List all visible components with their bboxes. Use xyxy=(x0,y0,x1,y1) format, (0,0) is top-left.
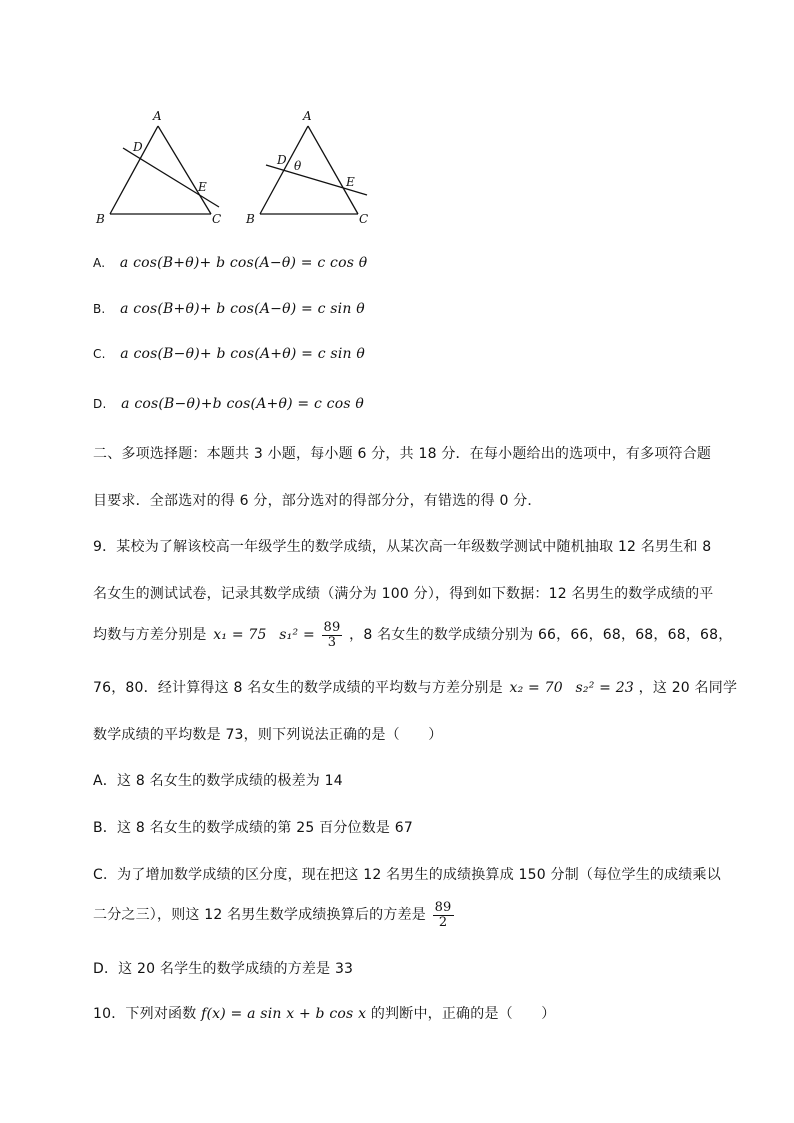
q9-variance-girls: s₂² = 23 xyxy=(575,680,634,696)
q9-option-c-line1: C．为了增加数学成绩的区分度，现在把这 12 名男生的成绩换算成 150 分制（每位学生的成绩乘以 xyxy=(93,867,721,883)
q8-option-b xyxy=(93,301,365,317)
q8-option-a-expr: a cos(B+θ)+ b cos(A−θ) = c cos θ xyxy=(119,255,368,271)
q9-option-c-den: 2 xyxy=(438,914,448,930)
q8-option-c xyxy=(93,346,365,362)
q8-option-b-expr: a cos(B+θ)+ b cos(A−θ) = c sin θ xyxy=(120,301,365,317)
q8-option-d-letter: D. xyxy=(93,397,107,411)
q9-variance-boys-den: 3 xyxy=(327,634,337,650)
fig2-label-c: C xyxy=(359,212,369,226)
fig1-label-c: C xyxy=(212,212,222,226)
q9-line5: 数学成绩的平均数是 73，则下列说法正确的是（ ） xyxy=(93,727,443,743)
q10-prefix: 10．下列对函数 xyxy=(93,1006,197,1022)
triangle-1-line-de xyxy=(123,148,219,207)
q9-variance-boys-fraction xyxy=(322,621,343,649)
q9-line1: 9．某校为了解该校高一年级学生的数学成绩，从某次高一年级数学测试中随机抽取 12 名男生和 8 xyxy=(93,539,712,555)
triangle-figure-1 xyxy=(90,108,230,233)
q9-option-c-line2 xyxy=(93,901,456,929)
fig2-label-d: D xyxy=(277,153,287,167)
q8-option-c-expr: a cos(B−θ)+ b cos(A+θ) = c sin θ xyxy=(120,346,365,362)
q9-mean-girls: x₂ = 70 xyxy=(509,680,563,696)
q9-option-d: D．这 20 名学生的数学成绩的方差是 33 xyxy=(93,961,354,977)
fig2-label-e: E xyxy=(346,175,355,189)
q9-line3-text-a: 均数与方差分别是 xyxy=(93,627,207,644)
q9-option-a: A．这 8 名女生的数学成绩的极差为 14 xyxy=(93,773,343,789)
triangle-1-side-ac xyxy=(158,126,211,214)
q9-line3-text-b: ，8 名女生的数学成绩分别为 66，66，68，68，68，68， xyxy=(349,627,733,644)
q9-option-c-num: 89 xyxy=(434,900,452,915)
fig2-label-theta: θ xyxy=(294,159,302,173)
q8-option-b-letter: B. xyxy=(93,302,106,316)
q10-stem xyxy=(93,1003,555,1023)
fig2-label-b: B xyxy=(246,212,255,226)
triangle-figure-2 xyxy=(242,108,382,233)
q8-option-a-letter: A. xyxy=(93,256,106,270)
q9-line4-text-b: ，这 20 名同学 xyxy=(638,680,738,696)
fig2-label-a: A xyxy=(303,109,312,123)
q9-line4 xyxy=(93,677,737,697)
fig1-label-a: A xyxy=(153,109,162,123)
q9-option-c-text: 二分之三），则这 12 名男生数学成绩换算后的方差是 xyxy=(93,907,426,924)
q9-option-b: B．这 8 名女生的数学成绩的第 25 百分位数是 67 xyxy=(93,820,413,836)
q10-suffix: 的判断中，正确的是（ ） xyxy=(370,1006,556,1022)
q9-line4-text-a: 76，80．经计算得这 8 名女生的数学成绩的平均数与方差分别是 xyxy=(93,680,503,696)
fig1-label-e: E xyxy=(198,180,207,194)
q9-line3 xyxy=(93,621,732,649)
section2-line1: 二、多项选择题：本题共 3 小题，每小题 6 分，共 18 分．在每小题给出的选项中，有多项符合题 xyxy=(93,446,712,462)
q9-variance-boys-num: 89 xyxy=(323,620,341,635)
triangle-2-side-ac xyxy=(308,126,358,214)
fig1-label-d: D xyxy=(133,140,143,154)
q8-option-d xyxy=(93,396,364,412)
q9-line2: 名女生的测试试卷，记录其数学成绩（满分为 100 分），得到如下数据：12 名男生的数学成绩的平 xyxy=(93,586,714,602)
q9-mean-boys: x₁ = 75 xyxy=(213,627,267,644)
q10-function: f(x) = a sin x + b cos x xyxy=(201,1006,367,1022)
q8-option-d-expr: a cos(B−θ)+b cos(A+θ) = c cos θ xyxy=(121,396,364,412)
fig1-label-b: B xyxy=(96,212,105,226)
q8-option-c-letter: C. xyxy=(93,347,106,361)
q9-variance-boys-label: s₁² = xyxy=(279,627,315,644)
q8-option-a xyxy=(93,255,367,271)
q9-option-c-fraction xyxy=(433,901,454,929)
section2-line2: 目要求．全部选对的得 6 分，部分选对的得部分分，有错选的得 0 分． xyxy=(93,493,542,509)
